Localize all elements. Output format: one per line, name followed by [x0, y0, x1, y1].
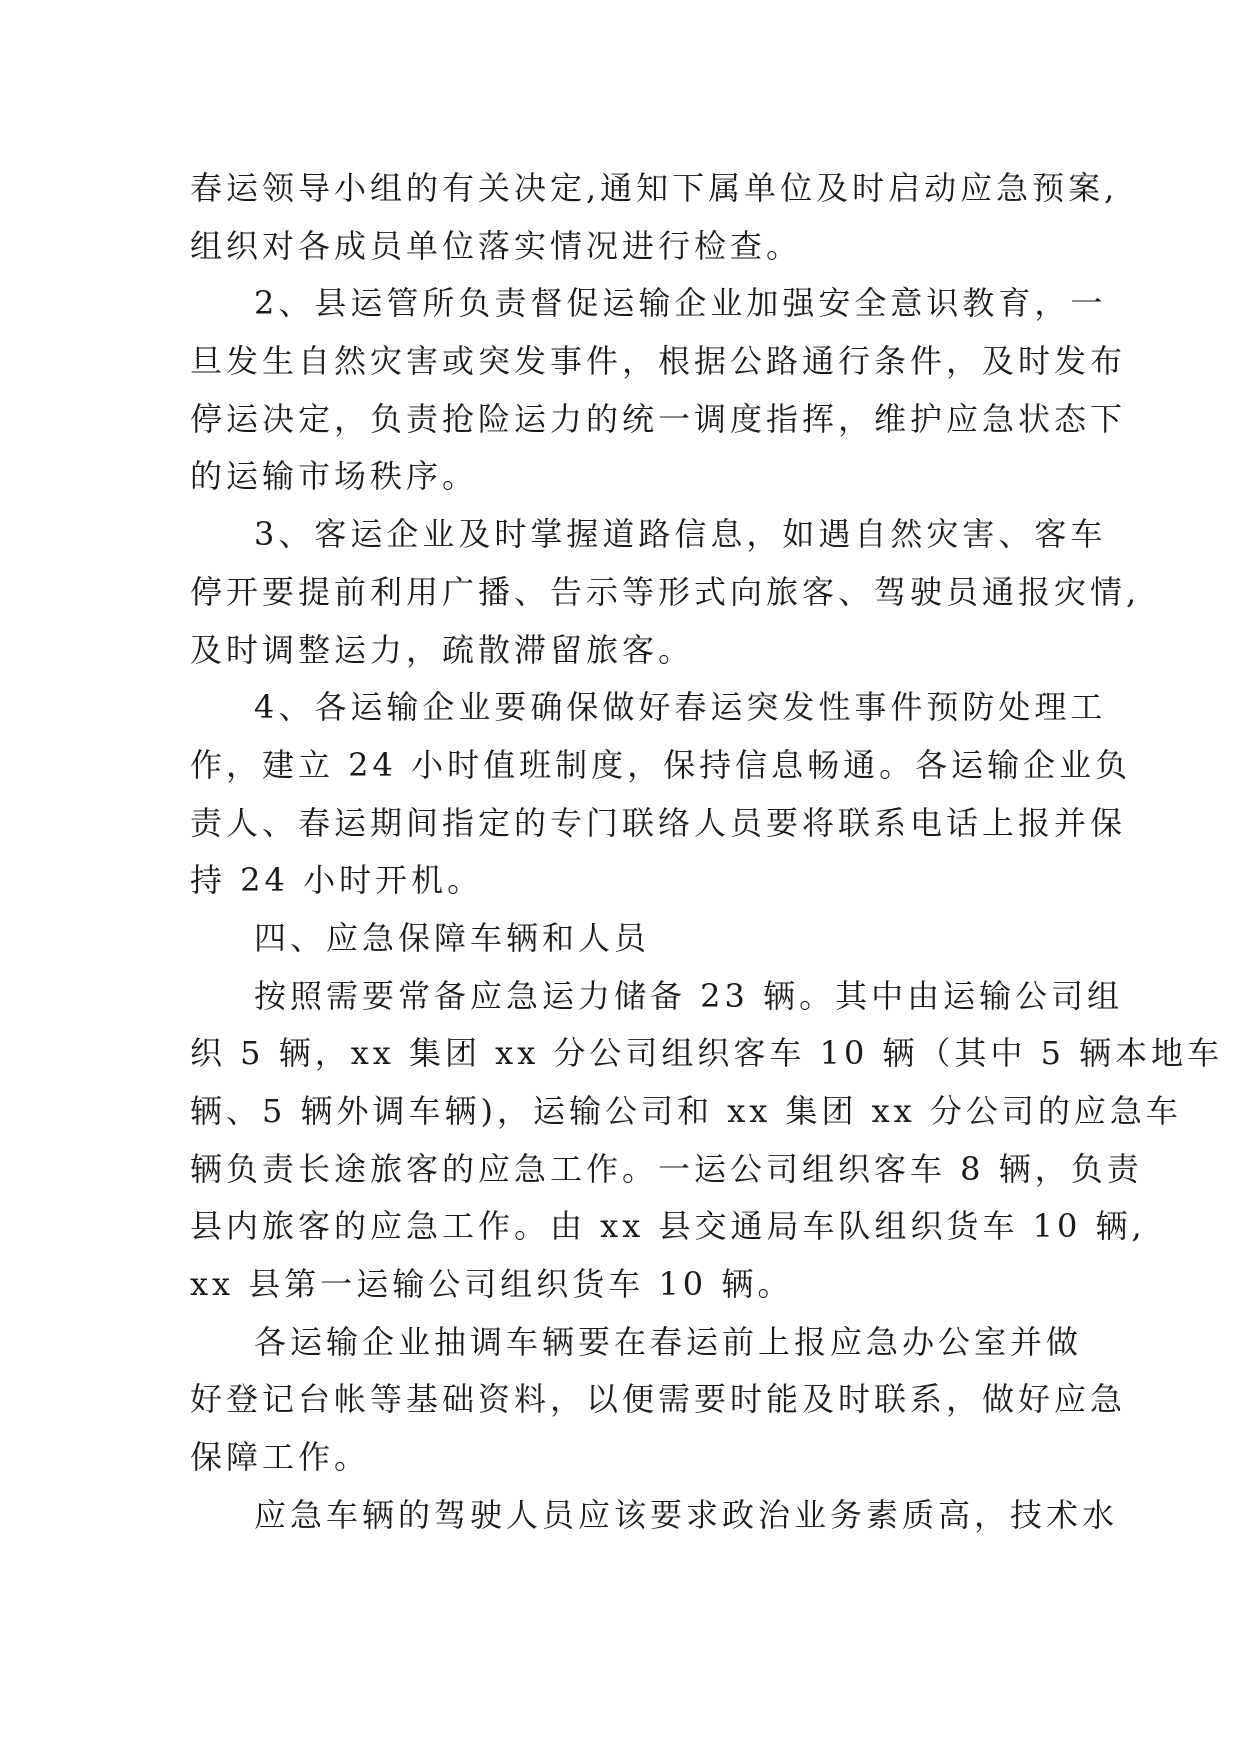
text-line-4: 旦发生自然灾害或突发事件，根据公路通行条件，及时发布: [190, 342, 1127, 381]
text-line-16: 织 5 辆，xx 集团 xx 分公司组织客车 10 辆（其中 5 辆本地车: [190, 1034, 1224, 1073]
text-line-24: 应急车辆的驾驶人员应该要求政治业务素质高，技术水: [254, 1495, 1119, 1534]
text-line-20: xx 县第一运输公司组织货车 10 辆。: [190, 1265, 794, 1304]
text-line-12: 责人、春运期间指定的专门联络人员要将联系电话上报并保: [190, 803, 1127, 842]
text-line-7: 3、客运企业及时掌握道路信息，如遇自然灾害、客车: [254, 515, 1107, 554]
text-line-19: 县内旅客的应急工作。由 xx 县交通局车队组织货车 10 辆,: [190, 1207, 1146, 1246]
text-line-15: 按照需要常备应急运力储备 23 辆。其中由运输公司组: [254, 976, 1124, 1015]
text-line-23: 保障工作。: [190, 1438, 371, 1477]
text-line-21: 各运输企业抽调车辆要在春运前上报应急办公室并做: [254, 1322, 1083, 1361]
text-line-17: 辆、5 辆外调车辆)，运输公司和 xx 集团 xx 分公司的应急车: [190, 1092, 1182, 1130]
text-line-3: 2、县运管所负责督促运输企业加强安全意识教育，一: [254, 284, 1107, 323]
text-line-18: 辆负责长途旅客的应急工作。一运公司组织客车 8 辆，负责: [190, 1149, 1143, 1188]
section-heading: 四、应急保障车辆和人员: [254, 918, 651, 957]
text-line-9: 及时调整运力，疏散滞留旅客。: [190, 630, 695, 669]
text-line-8: 停开要提前利用广播、告示等形式向旅客、驾驶员通报灾情,: [190, 572, 1141, 611]
text-line-5: 停运决定，负责抢险运力的统一调度指挥，维护应急状态下: [190, 399, 1127, 438]
text-line-13: 持 24 小时开机。: [190, 861, 484, 900]
text-line-10: 4、各运输企业要确保做好春运突发性事件预防处理工: [254, 688, 1107, 727]
text-line-22: 好登记台帐等基础资料，以便需要时能及时联系，做好应急: [190, 1380, 1127, 1419]
text-line-6: 的运输市场秩序。: [190, 457, 479, 496]
text-line-1: 春运领导小组的有关决定,通知下属单位及时启动应急预案,: [190, 169, 1119, 207]
document-body: [190, 160, 1224, 1545]
text-line-11: 作，建立 24 小时值班制度，保持信息畅通。各运输企业负: [190, 745, 1132, 784]
text-line-2: 组织对各成员单位落实情况进行检查。: [190, 226, 803, 265]
